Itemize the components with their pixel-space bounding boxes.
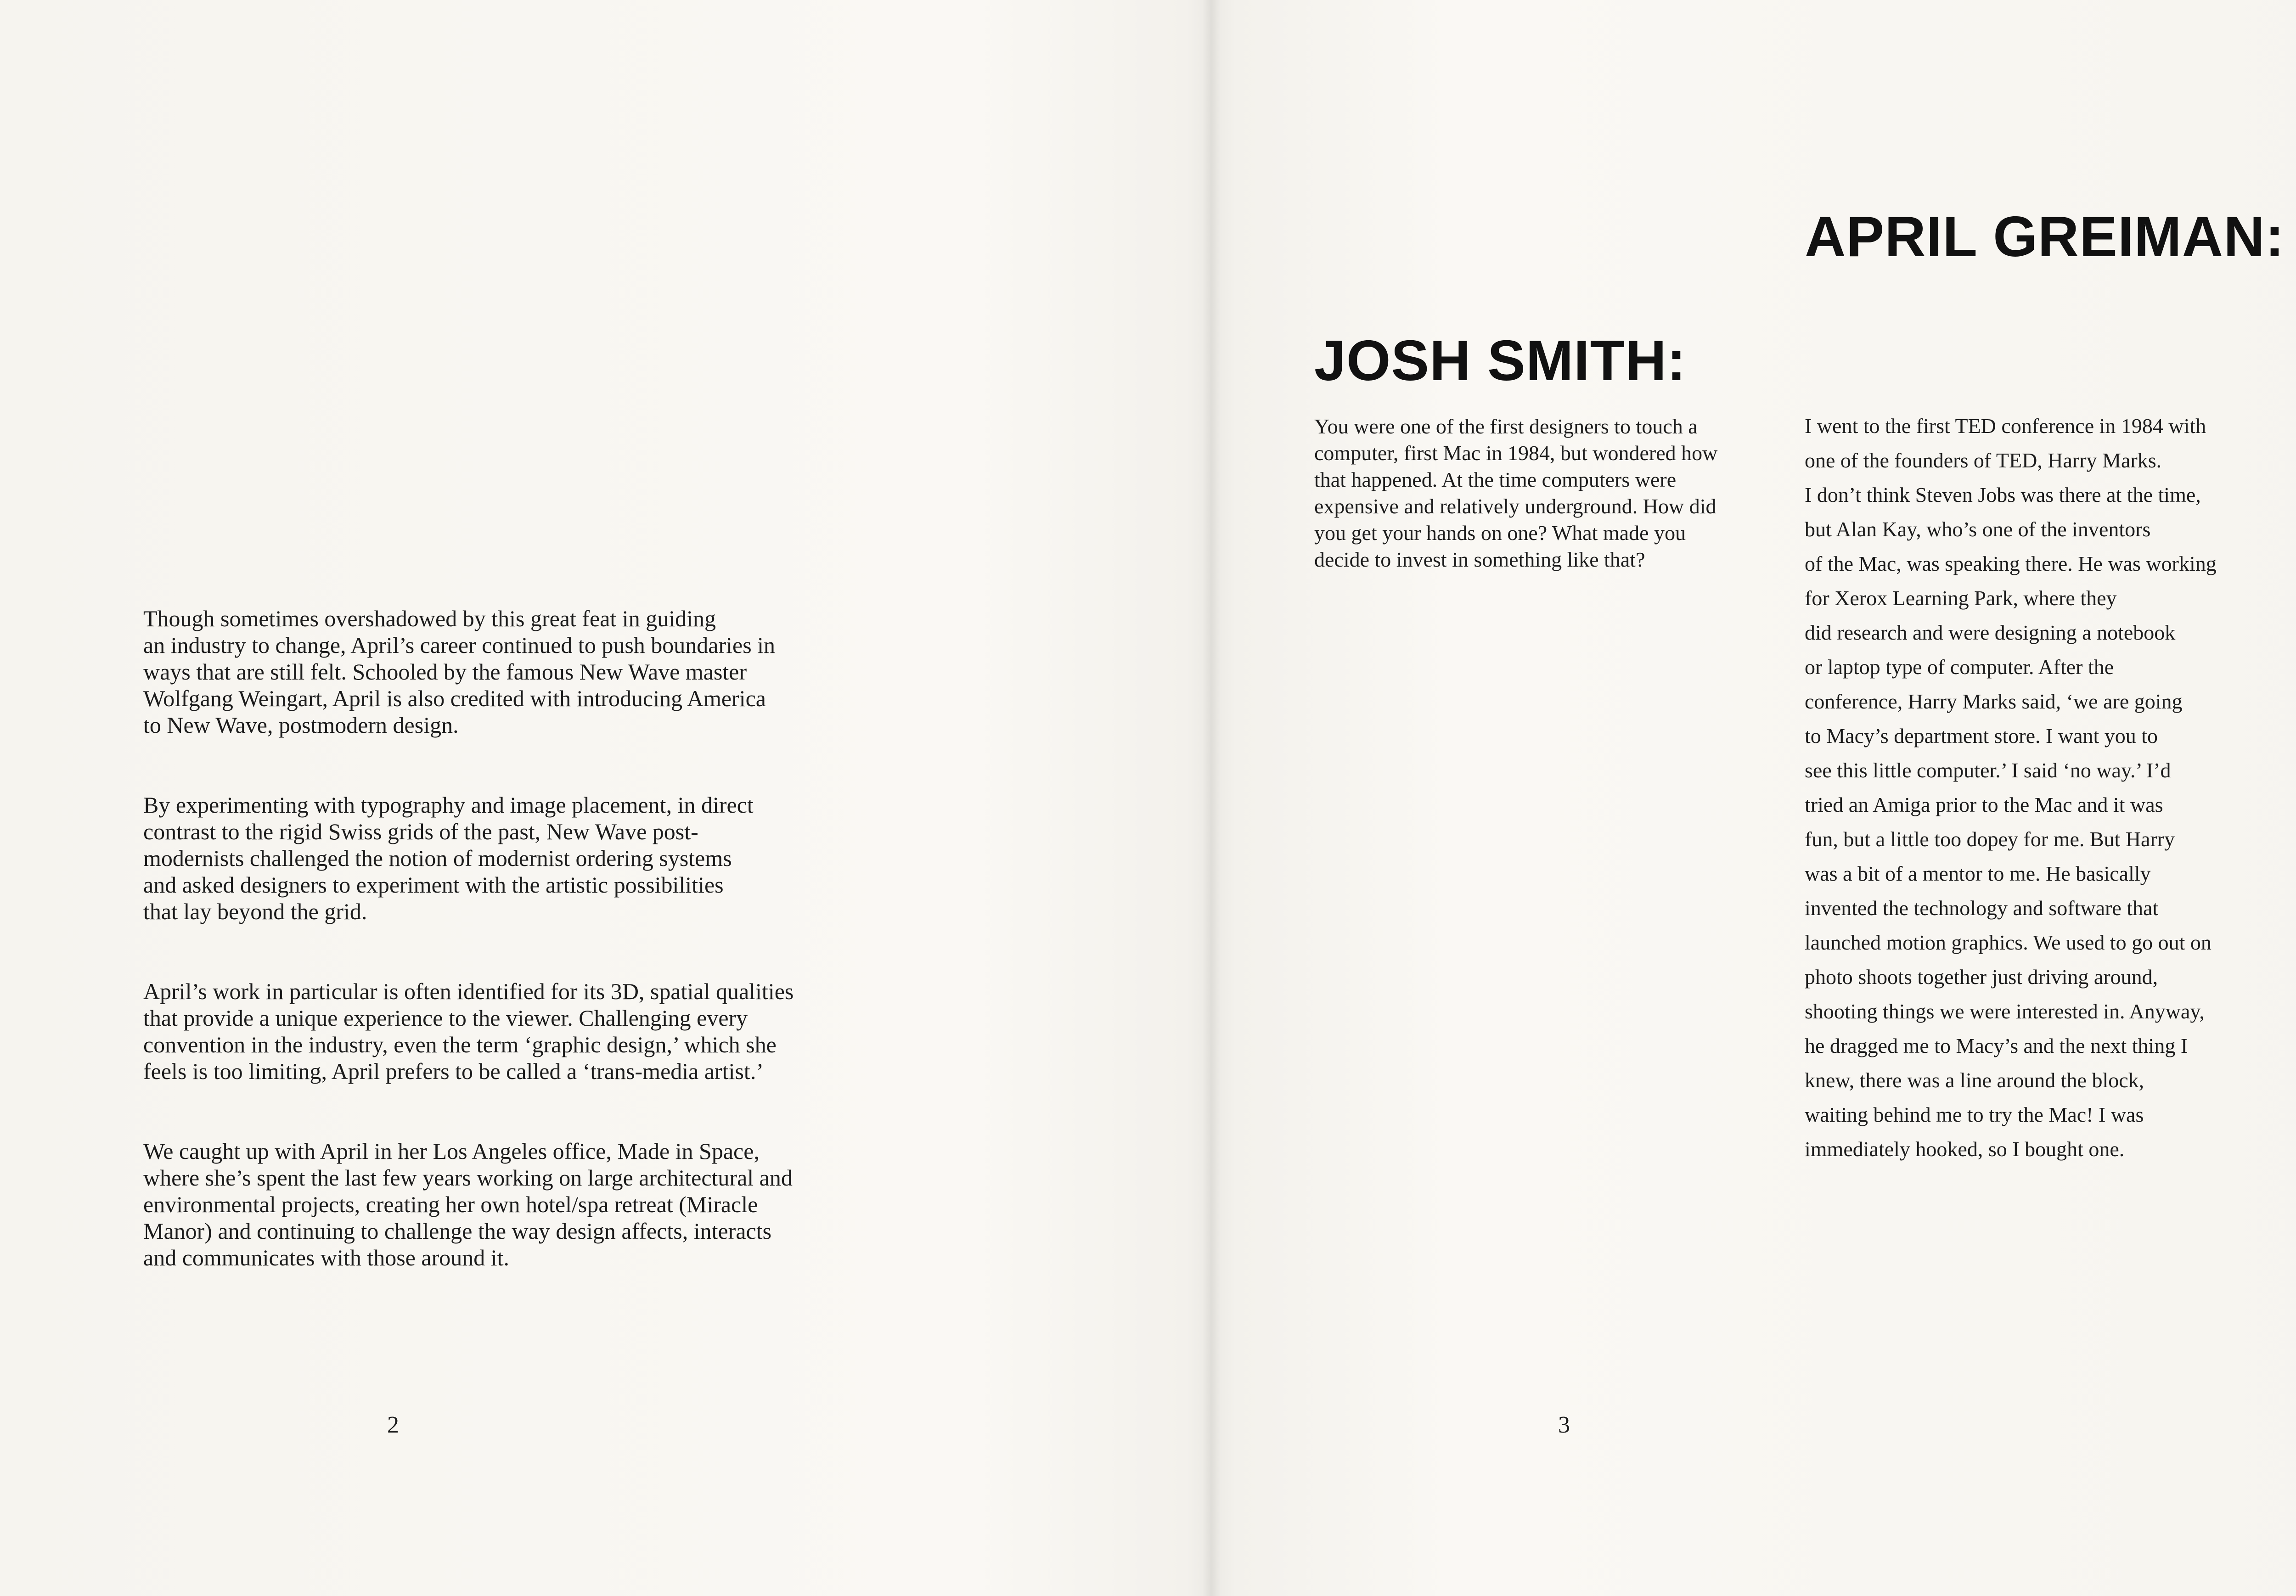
intro-paragraph-4: We caught up with April in her Los Angeles office, Made in Space, where she’s spent the last few years working on large architectural and environmental projects, creating her own hotel/spa retreat (Miracle Manor) and continuing to challenge the way design affects, interacts and communicates with those around it. [143,1138,793,1270]
interview-answer: I went to the first TED conference in 1984 with one of the founders of TED, Harry Marks. I don’t think Steven Jobs was there at the time, but Alan Kay, who’s one of the inventors of the Mac, was speaking there. He was working for Xerox Learning Park, where they did research and were designing a notebook or laptop type of computer. After the conference, Harry Marks said, ‘we are going to Macy’s department store. I want you to see this little computer.’ I said ‘no way.’ I’d tried an Amiga prior to the Mac and it was fun, but a little too dopey for me. But Harry was a bit of a mentor to me. He basically invented the technology and software that launched motion graphics. We used to go out on photo shoots together just driving around, shooting things we were interested in. Anyway, he dragged me to Macy’s and the next thing I knew, there was a line around the block, waiting behind me to try the Mac! I was immediately hooked, so I bought one. [1805,414,2217,1161]
interview-question: You were one of the first designers to touch a computer, first Mac in 1984, but wondered how that happened. At the time computers were expensive and relatively underground. How did you get your hands on one? What made you decide to invest in something like that? [1314,415,1718,571]
april-greiman-heading: APRIL GREIMAN: [1805,205,2285,269]
intro-text [143,605,860,1324]
page-number-left: 2 [387,1412,399,1438]
intro-paragraph-3: April’s work in particular is often identified for its 3D, spatial qualities that provide a unique experience to the viewer. Challenging every convention in the industry, even the term ‘graphic design,’ which she feels is too limiting, April prefers to be called a ‘trans-media artist.’ [143,978,794,1084]
intro-paragraph-2: By experimenting with typography and image placement, in direct contrast to the rigid Swiss grids of the past, New Wave post- modernists challenged the notion of modernist ordering systems and asked designers to experiment with the artistic possibilities that lay beyond the grid. [143,792,754,924]
page-gutter [1202,0,1221,1596]
intro-paragraph-1: Though sometimes overshadowed by this great feat in guiding an industry to change, April’s career continued to push boundaries in ways that are still felt. Schooled by the famous New Wave master Wolfgang Weingart, April is also credited with introducing America to New Wave, postmodern design. [143,606,776,738]
page-number-right: 3 [1558,1412,1570,1438]
josh-smith-heading: JOSH SMITH: [1314,329,1687,393]
